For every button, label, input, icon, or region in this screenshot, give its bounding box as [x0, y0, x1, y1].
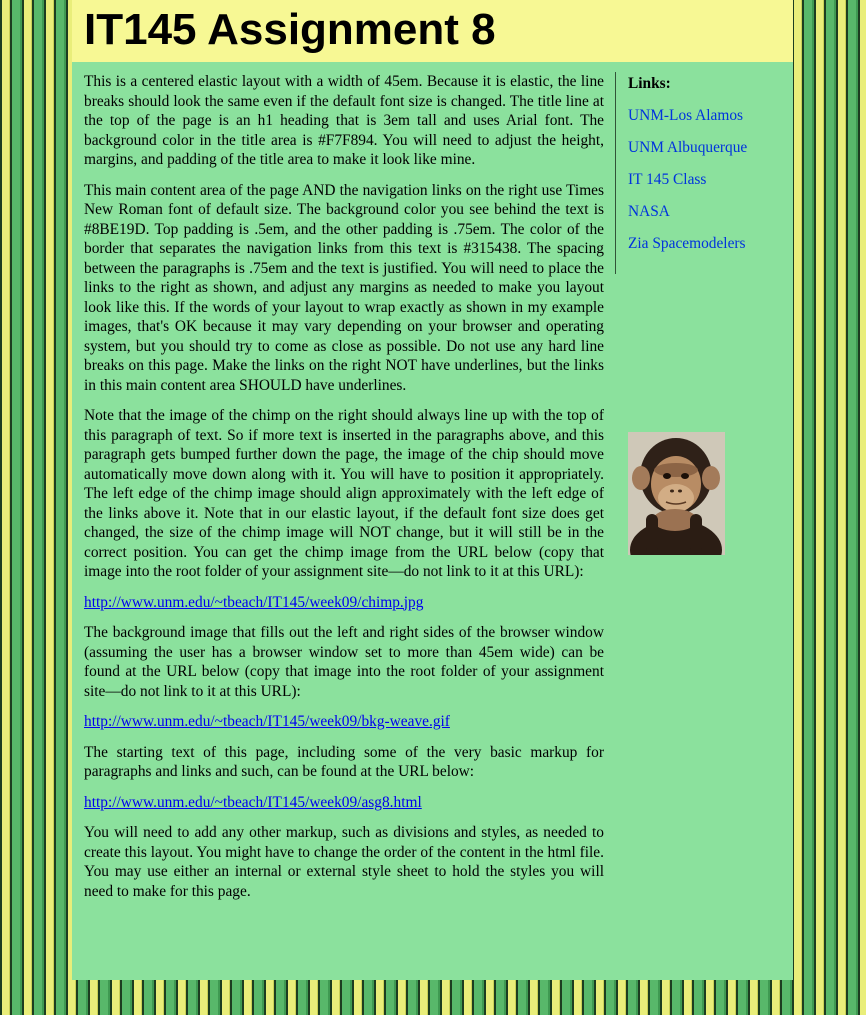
- background-image-link[interactable]: http://www.unm.edu/~tbeach/IT145/week09/bkg-weave.gif: [84, 713, 450, 730]
- chimp-image-link[interactable]: http://www.unm.edu/~tbeach/IT145/week09/chimp.jpg: [84, 593, 424, 611]
- paragraph-starting-text: The starting text of this page, including some of the very basic markup for paragraphs and links and such, can be found at the URL below:: [84, 743, 604, 780]
- chimp-icon: [628, 432, 725, 555]
- paragraph-fonts: This main content area of the page AND the navigation links on the right use Times New Roman font of default size. The background color you see behind the text is #8BE19D. Top padding is .5em, and the other padding is .75em. The color of the border that separates the navigation links from this text is #315438. The spacing between the paragraphs is .75em and the text is justified. You will need to place the links to the right as shown, and adjust any margins as needed to make you layout look like this. If the words of your layout to wrap exactly as shown in my example images, that's OK because it may vary depending on your browser and operating system, but you should try to come as close as possible. Do not use any hard line breaks on this page. Make the links on the right NOT have underlines, but the links in this main content area SHOULD have underlines.: [84, 181, 604, 394]
- source-link-paragraph: [84, 793, 604, 813]
- nav-link-unm-albuquerque[interactable]: UNM Albuquerque: [628, 139, 748, 156]
- paragraph-background: The background image that fills out the left and right sides of the browser window (assuming the user has a browser window set to more than 45em wide) can be found at the URL below (copy that image into the root folder of your assignment site—do not link to it at this URL):: [84, 624, 604, 700]
- title-area: [72, 0, 793, 62]
- nav-link-zia-spacemodelers[interactable]: Zia Spacemodelers: [628, 235, 746, 252]
- nav-sidebar: [615, 72, 798, 274]
- page-container: [72, 0, 793, 980]
- nav-list: [628, 106, 798, 254]
- nav-heading: Links:: [628, 75, 671, 92]
- nav-item: [628, 106, 798, 126]
- chimp-image: [628, 432, 725, 555]
- background-link-paragraph: [84, 712, 604, 732]
- nav-link-nasa[interactable]: NASA: [628, 203, 670, 220]
- nav-item: [628, 170, 798, 190]
- source-html-link[interactable]: http://www.unm.edu/~tbeach/IT145/week09/asg8.html: [84, 793, 422, 811]
- nav-item: [628, 202, 798, 222]
- main-content: [84, 72, 604, 912]
- paragraph-layout: This is a centered elastic layout with a width of 45em. Because it is elastic, the line breaks should look the same even if the default font size is changed. The title line at the top of the page is an h1 heading that is 3em tall and uses Arial font. The background color in the title area is #F7F894. You will need to adjust the height, margins, and padding of the title area to make it look like mine.: [84, 73, 604, 168]
- paragraph-chimp: Note that the image of the chimp on the right should always line up with the top of this paragraph of text. So if more text is inserted in the paragraphs above, and this paragraph gets bumped further down the page, the image of the chip should move automatically move down along with it. You will have to position it appropriately. The left edge of the chimp image should align approximately with the left edge of the links above it. Note that in our elastic layout, if the default font size does get changed, the size of the chimp image will NOT change, but it will still be in the correct position. You can get the chimp image from the URL below (copy that image into the root folder of your assignment site—do not link to it at this URL):: [84, 407, 604, 580]
- paragraph-markup: You will need to add any other markup, such as divisions and styles, as needed to create this layout. You might have to change the order of the content in the html file. You may use either an internal or external style sheet to hold the styles you will need to make for this page.: [84, 824, 604, 900]
- nav-link-unm-los-alamos[interactable]: UNM-Los Alamos: [628, 107, 744, 124]
- nav-item: [628, 234, 798, 254]
- nav-item: [628, 138, 798, 158]
- nav-link-it145-class[interactable]: IT 145 Class: [628, 171, 707, 188]
- chimp-link-paragraph: [84, 593, 604, 613]
- page-title: IT145 Assignment 8: [84, 5, 496, 54]
